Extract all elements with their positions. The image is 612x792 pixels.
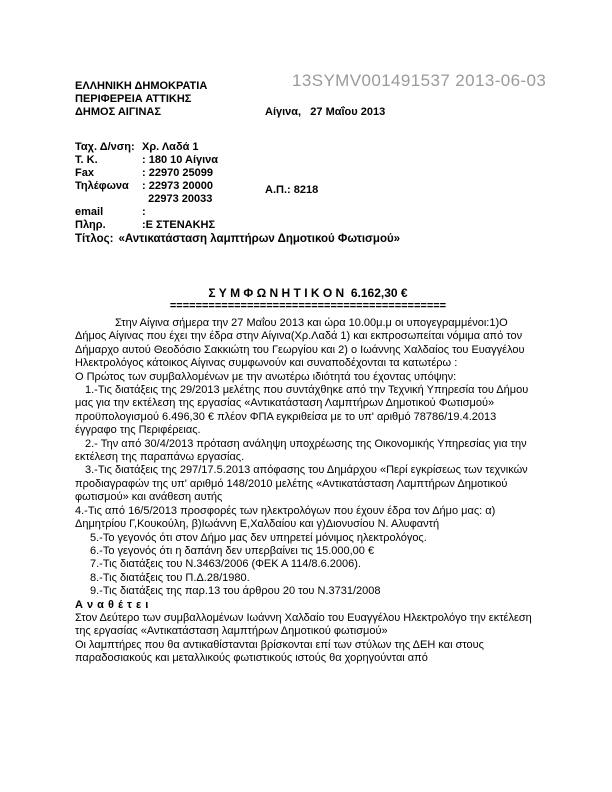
separator-line: =========================================== [169, 300, 447, 312]
paragraph-item-3: 3.-Τις διατάξεις της 297/17.5.2013 απόφασης του Δημάρχου «Περί εγκρίσεως των τεχνικών προδιαγραφών της υπ' αριθμό 148/2010 μελέτης «Αντικατάσταση Λαμπτήρων Δημοτικού φωτισμού» και ανάθεση αυτής [75, 464, 528, 504]
anathetei-heading: Α ν α θ έ τ ε ι [75, 598, 149, 611]
paragraph-award: Στον Δεύτερο των συμβαλλομένων Ιωάννη Χαλδαίο του Ευαγγέλου Ηλεκτρολόγο την εκτέλεση της εργασίας «Αντικατάσταση λαμπτήρων Δημοτικού φωτισμού» [75, 611, 532, 638]
contact-value: :Ε ΣΤΕΝΑΚΗΣ [142, 219, 216, 231]
paragraph-intro: Στην Αίγινα σήμερα την 27 Μαΐου 2013 και ώρα 10.00μ.μ οι υπογεγραμμένοι:1)Ο Δήμος Αίγινας που έχει την έδρα στην Αίγινα(Χρ.Λαδά 1) και εκπροσωπείται νόμιμα από τον Δήμαρχο αυτού Θεοδόσιο Σακκιώτη του Γεωργίου και 2) ο Ιωάννης Χαλδαίος του Ευαγγέλου Ηλεκτρολόγος κάτοικος Αίγινας συμφωνούν και συναποδέχονται τα κατωτέρω : [75, 317, 525, 370]
document-title-line [75, 232, 541, 246]
paragraph-preamble: Ο Πρώτος των συμβαλλομένων με την ανωτέρω ιδιότητά του έχοντας υπόψην: [75, 370, 457, 383]
contact-value: : 22970 25099 [142, 167, 213, 179]
contact-label: Τ. Κ. [75, 154, 98, 166]
paragraph-item-9: 9.-Τις διατάξεις της παρ.13 του άρθρου 20 του Ν.3731/2008 [90, 585, 381, 598]
org-line-1: ΕΛΛΗΝΙΚΗ ΔΗΜΟΚΡΑΤΙΑ [75, 80, 208, 92]
org-line-3: ΔΗΜΟΣ ΑΙΓΙΝΑΣ [75, 106, 161, 118]
contact-value: 22973 20033 [142, 193, 213, 205]
contact-label: email [75, 206, 104, 218]
contact-value: : [142, 206, 146, 218]
contact-label [75, 193, 142, 206]
spacer [265, 145, 385, 158]
paragraph-item-4: 4.-Τις από 16/5/2013 προσφορές των ηλεκτρολόγων που έχουν έδρα τον Δήμο μας: α) Δημητρίου Γ,Κουκούλη, β)Ιωάννη Ε,Χαλδαίου και γ)Διονυσίου Ν. Αλυφαντή [75, 504, 496, 531]
agreement-body [75, 317, 541, 666]
agreement-heading: Σ Υ Μ Φ Ω Ν Η Τ Ι Κ Ο Ν 6.162,30 € [208, 286, 408, 300]
contact-label: Ταχ. Δ/νση: [75, 141, 135, 153]
contact-value: : 180 10 Αίγινα [142, 154, 219, 166]
paragraph-item-5: 5.-Το γεγονός ότι στον Δήμο μας δεν υπηρετεί μόνιμος ηλεκτρολόγος. [90, 531, 427, 544]
paragraph-item-1: 1.-Τις διατάξεις της 29/2013 μελέτης που συντάχθηκε από την Τεχνική Υπηρεσία του Δήμου μας για την εκτέλεση της εργασίας «Αντικατάσταση Λαμπτήρων Δημοτικού Φωτισμού» προϋπολογισμού 6.496,30 € πλέον ΦΠΑ εγκριθείσα με το υπ' αριθμό 78786/19.4.2013 έγγραφο της Περιφέρειας. [75, 384, 529, 437]
header-right-block [265, 80, 385, 223]
ada-watermark: 13SYMV001491537 2013-06-03 [292, 71, 547, 90]
paragraph-item-6: 6.-Το γεγονός ότι η δαπάνη δεν υπερβαίνει τις 15.000,00 € [90, 544, 375, 557]
document-content [75, 80, 541, 666]
contact-label: Τηλέφωνα [75, 180, 129, 192]
title-value: «Αντικατάσταση λαμπτήρων Δημοτικού Φωτισμού» [118, 233, 401, 245]
paragraph-lamps: Οι λαμπτήρες που θα αντικαθίστανται βρίσκονται επί των στύλων της ΔΕΗ και στους παραδοσιακούς και μεταλλικούς φωτιστικούς ιστούς θα χορηγούνται από [75, 638, 484, 665]
paragraph-item-7: 7.-Τις διατάξεις του Ν.3463/2006 (ΦΕΚ Α 114/8.6.2006). [90, 558, 361, 571]
contact-label: Πληρ. [75, 219, 106, 231]
contact-value: : 22973 20000 [142, 180, 213, 192]
place-date: Αίγινα, 27 Μαΐου 2013 [265, 106, 386, 118]
paragraph-item-2: 2.- Την από 30/4/2013 πρόταση ανάληψη υποχρέωσης της Οικονομικής Υπηρεσίας για την εκτέλεση της παραπάνω εργασίας. [75, 437, 527, 464]
paragraph-item-8: 8.-Τις διατάξεις του Π.Δ.28/1980. [90, 571, 250, 584]
contact-value: Χρ. Λαδά 1 [142, 141, 199, 153]
contact-label: Fax [75, 167, 94, 179]
title-label: Τίτλος: [75, 233, 114, 245]
org-line-2: ΠΕΡΙΦΕΡΕΙΑ ΑΤΤΙΚΗΣ [75, 93, 192, 105]
protocol-number: Α.Π.: 8218 [265, 184, 319, 196]
